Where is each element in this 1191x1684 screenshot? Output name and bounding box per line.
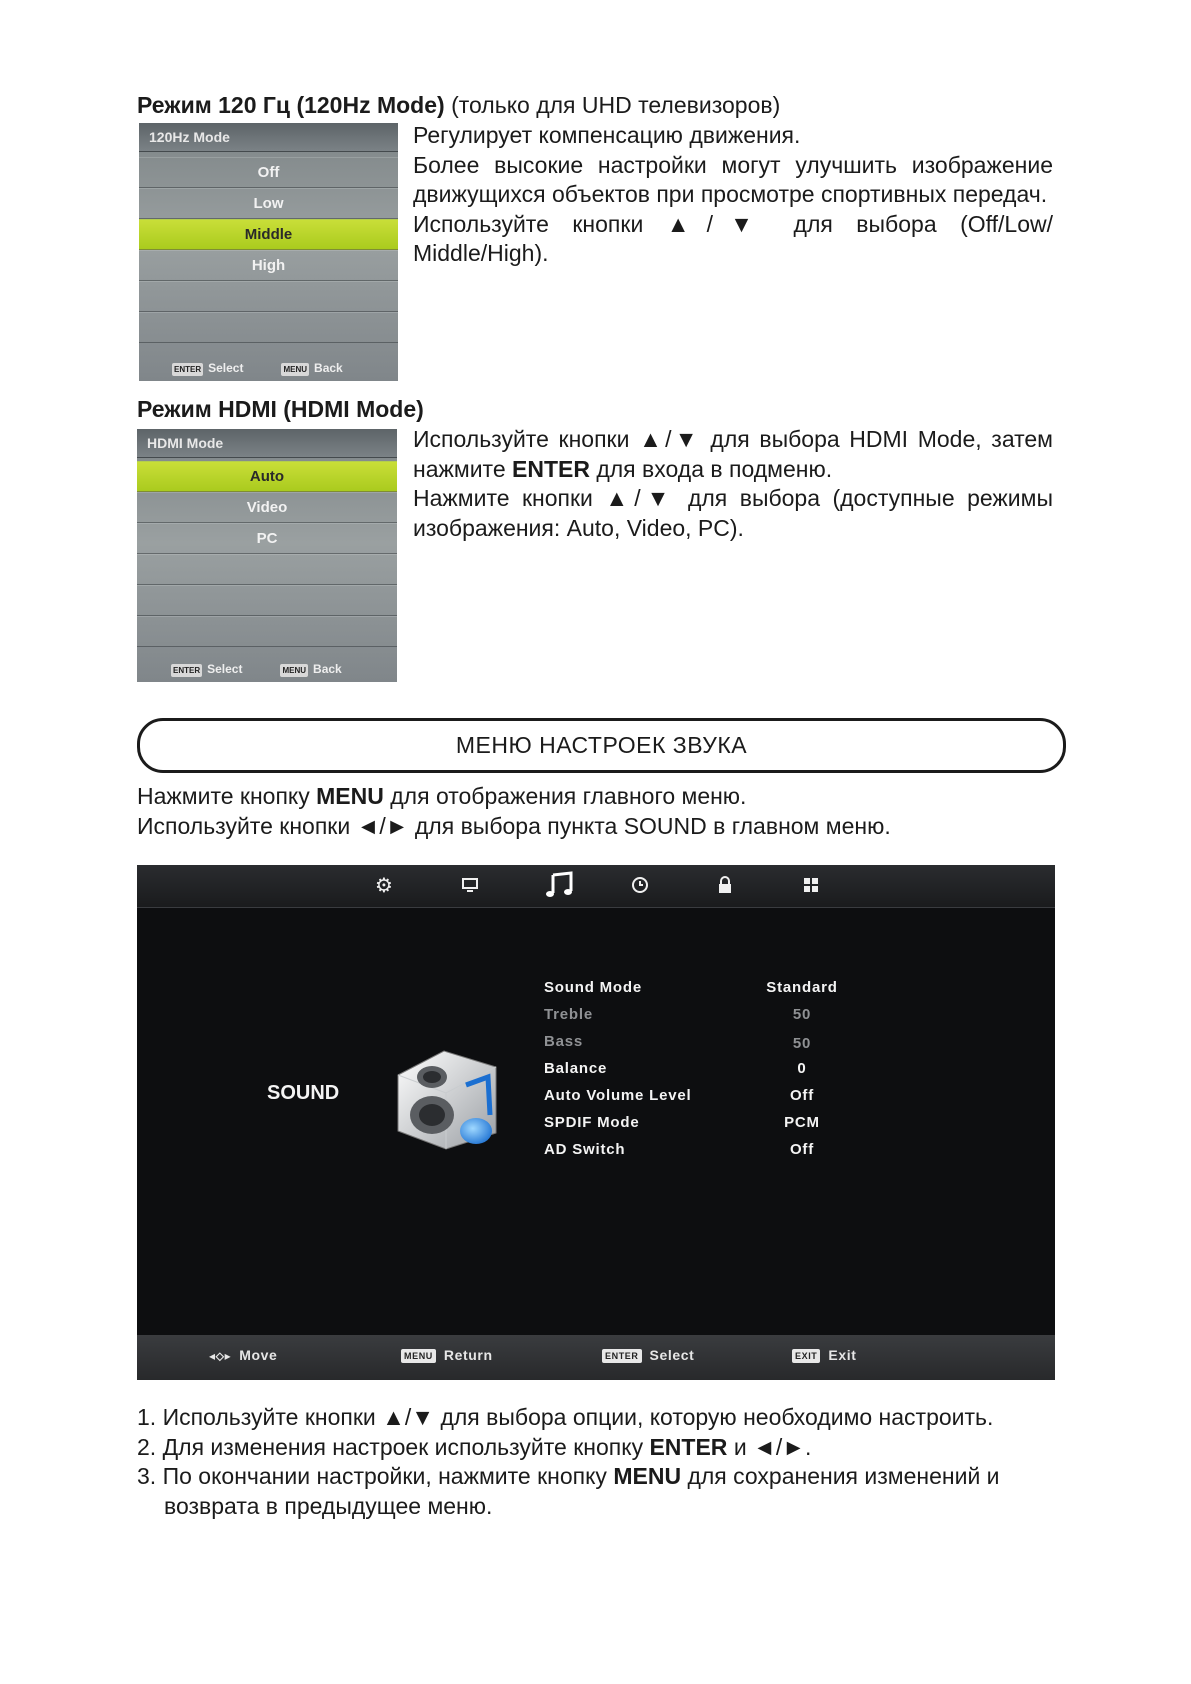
clock-icon[interactable] <box>620 871 660 902</box>
step-3-text: 3. По окончании настройки, нажмите кнопку <box>137 1463 607 1489</box>
osd-back-hint <box>281 361 342 376</box>
sound-intro-line1 <box>137 782 1077 812</box>
menu-tab-bar <box>137 865 1055 908</box>
osd-hdmi-footer <box>137 656 397 682</box>
select-label: Select <box>649 1347 695 1363</box>
osd-120hz-option-high[interactable]: High <box>139 250 398 281</box>
osd-empty-row <box>139 312 398 343</box>
osd-hdmi-menu <box>137 429 397 682</box>
osd-select-label: Select <box>207 661 243 676</box>
setting-value-treble[interactable]: 50 <box>792 1006 812 1023</box>
exit-hint <box>792 1347 856 1363</box>
osd-120hz-option-off[interactable]: Off <box>139 157 398 188</box>
osd-back-hint <box>280 662 341 677</box>
osd-empty-row <box>137 616 397 647</box>
setting-label-balance[interactable]: Balance <box>544 1060 608 1077</box>
osd-back-label: Back <box>314 360 343 375</box>
osd-select-hint <box>171 662 242 677</box>
setting-value-balance[interactable]: 0 <box>797 1060 807 1077</box>
step-2-text-end: и ◄/►. <box>733 1433 812 1460</box>
hdmi-para2: Нажмите кнопки ▲/▼ для выбора (доступные режимы изображения: Auto, Video, PC). <box>413 485 1053 541</box>
return-hint <box>401 1347 493 1363</box>
osd-hdmi-title: HDMI Mode <box>137 429 397 458</box>
mode120-para3: Используйте кнопки ▲/▼ для выбора (Off/Low/ Middle/High). <box>413 210 1053 266</box>
step-2 <box>137 1433 1057 1463</box>
menu-key-icon: MENU <box>283 364 308 374</box>
setting-label-treble[interactable]: Treble <box>544 1006 593 1023</box>
osd-select-hint <box>172 361 243 376</box>
return-label: Return <box>443 1347 493 1363</box>
mode120-description <box>413 121 1053 269</box>
osd-hdmi-option-video[interactable]: Video <box>137 492 397 523</box>
sound-category-label: SOUND <box>267 1082 340 1104</box>
move-label: Move <box>239 1347 278 1363</box>
sound-menu-screen <box>137 865 1055 1380</box>
setting-label-spdif-mode[interactable]: SPDIF Mode <box>544 1114 640 1131</box>
setting-value-sound-mode[interactable]: Standard <box>766 979 838 996</box>
move-hint <box>209 1347 277 1364</box>
osd-back-label: Back <box>313 661 342 676</box>
instruction-steps <box>137 1403 1057 1521</box>
menu-key-label: MENU <box>316 783 384 809</box>
step-2-text: 2. Для изменения настроек используйте кнопку <box>137 1433 644 1460</box>
enter-key-label: ENTER <box>512 455 590 482</box>
music-note-icon[interactable] <box>540 871 580 907</box>
osd-120hz-title: 120Hz Mode <box>139 123 398 152</box>
sound-intro-line2: Используйте кнопки ◄/► для выбора пункта SOUND в главном меню. <box>137 812 891 839</box>
move-arrows-icon: ◂⬦▸ <box>209 1349 232 1363</box>
mode120-heading-note: (только для UHD телевизоров) <box>451 92 781 118</box>
enter-key-icon: ENTER <box>602 1349 642 1363</box>
enter-key-icon: ENTER <box>174 364 202 374</box>
hdmi-heading-title: Режим HDMI (HDMI Mode) <box>137 396 424 422</box>
osd-empty-row <box>137 585 397 616</box>
osd-hdmi-option-auto[interactable]: Auto <box>137 461 397 492</box>
setting-value-ad-switch[interactable]: Off <box>789 1141 815 1158</box>
enter-key-label: ENTER <box>649 1433 728 1460</box>
setting-label-auto-volume-level[interactable]: Auto Volume Level <box>544 1087 692 1104</box>
osd-empty-row <box>137 554 397 585</box>
hdmi-para1-text: Используйте кнопки ▲/▼ для выбора HDMI Mode, затем нажмите <box>413 426 1053 482</box>
setting-value-auto-volume-level[interactable]: Off <box>789 1087 815 1104</box>
sound-intro-text-end: для отображения главного меню. <box>390 783 747 809</box>
mode120-para2: Более высокие настройки могут улучшить изображение движущихся объектов при просмотре спортивных передач. <box>413 151 1053 207</box>
exit-key-icon: EXIT <box>792 1349 820 1363</box>
osd-hdmi-option-pc[interactable]: PC <box>137 523 397 554</box>
step-1: 1. Используйте кнопки ▲/▼ для выбора опции, которую необходимо настроить. <box>137 1404 994 1430</box>
speaker-icon <box>384 1045 509 1158</box>
setting-value-bass[interactable]: 50 <box>792 1035 812 1052</box>
monitor-icon[interactable] <box>450 871 490 902</box>
osd-120hz-menu <box>139 123 398 381</box>
hdmi-description <box>413 425 1053 543</box>
osd-120hz-option-middle[interactable]: Middle <box>139 219 398 250</box>
section-banner: МЕНЮ НАСТРОЕК ЗВУКА <box>137 718 1066 773</box>
step-3 <box>137 1462 1057 1521</box>
osd-select-label: Select <box>208 360 244 375</box>
setting-label-sound-mode[interactable]: Sound Mode <box>544 979 642 996</box>
exit-label: Exit <box>828 1347 857 1363</box>
setting-value-spdif-mode[interactable]: PCM <box>784 1114 820 1131</box>
mode120-para1: Регулирует компенсацию движения. <box>413 122 801 148</box>
lock-icon[interactable] <box>705 871 745 902</box>
menu-key-icon: MENU <box>282 665 307 675</box>
hdmi-para1 <box>413 425 1053 484</box>
menu-key-label: MENU <box>613 1463 682 1489</box>
grid-icon[interactable] <box>791 871 831 901</box>
menu-key-icon: MENU <box>401 1349 436 1363</box>
mode120-heading <box>137 92 780 119</box>
steps-list <box>137 1403 1057 1521</box>
setting-label-bass[interactable]: Bass <box>544 1033 584 1050</box>
hdmi-heading <box>137 396 424 423</box>
step-3-text-end: для сохранения изменений и возврата в предыдущее меню. <box>164 1463 1000 1519</box>
menu-hint-bar <box>137 1335 1055 1380</box>
select-hint <box>602 1347 694 1363</box>
sound-intro-text: Нажмите кнопку <box>137 783 310 809</box>
osd-120hz-footer <box>139 355 398 381</box>
hdmi-para1-text-end: для входа в подменю. <box>596 455 833 482</box>
mode120-heading-title: Режим 120 Гц (120Hz Mode) <box>137 92 445 118</box>
enter-key-icon: ENTER <box>173 665 201 675</box>
osd-empty-row <box>139 281 398 312</box>
osd-120hz-option-low[interactable]: Low <box>139 188 398 219</box>
sound-intro <box>137 782 1077 841</box>
gear-icon[interactable]: ⚙ <box>375 875 393 897</box>
setting-label-ad-switch[interactable]: AD Switch <box>544 1141 626 1158</box>
